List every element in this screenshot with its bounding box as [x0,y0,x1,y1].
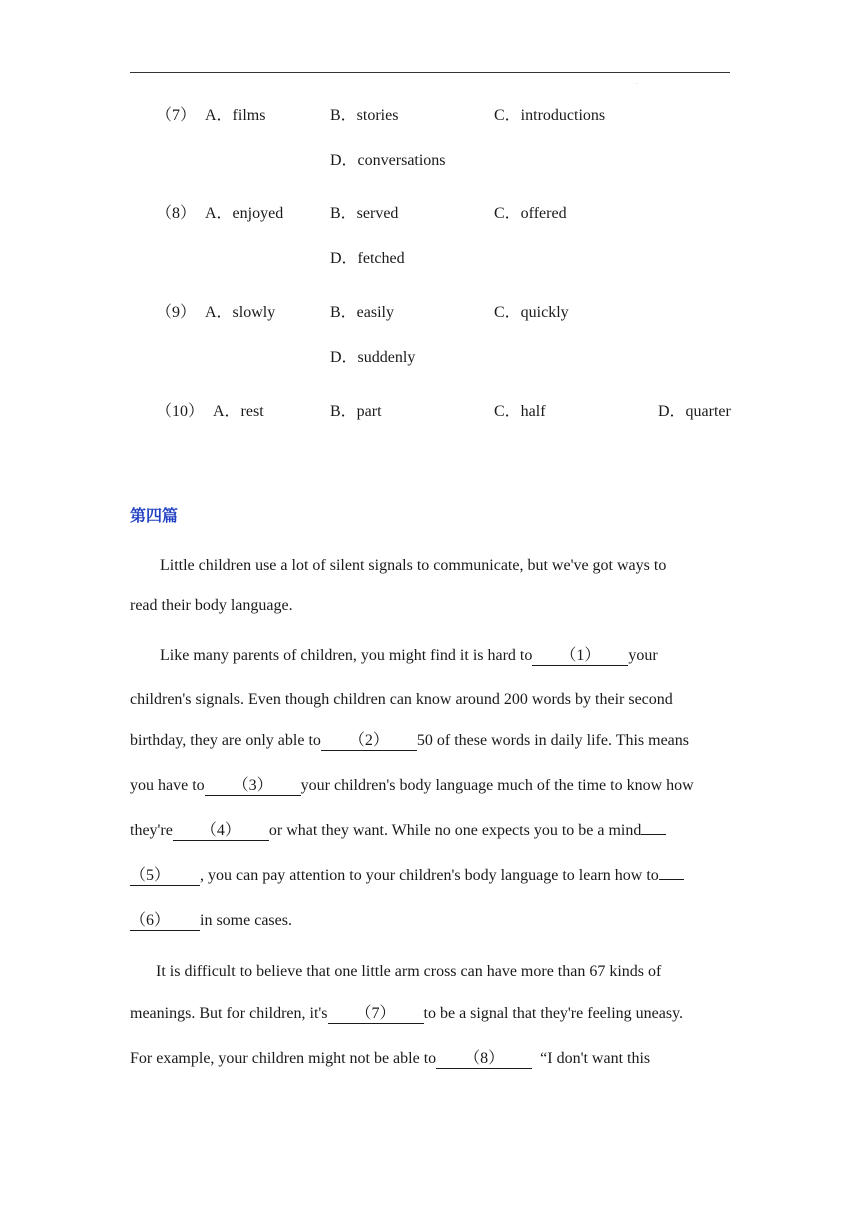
blank-5: （5） [130,867,200,886]
question-8-number: （8） [156,205,197,222]
paragraph-2-line-4 [130,776,694,796]
question-7-option-c: C．introductions [494,107,606,124]
question-10-option-b: B．part [330,403,382,420]
question-10-number: （10） [156,403,205,420]
question-9-option-a: A．slowly [205,304,276,321]
question-8-option-d: D．fetched [330,250,405,267]
blank-2: （2） [321,732,417,751]
blank-5-start [641,834,666,835]
paragraph-2-line-6 [130,866,684,886]
paragraph-1-line-2: read their body language. [130,597,293,614]
text-run: you have to [130,777,205,794]
question-9-number: （9） [156,304,197,321]
text-run: meanings. But for children, it's [130,1005,328,1022]
header-rule [130,72,730,73]
blank-6-start [659,879,684,880]
paragraph-1-line-1: Little children use a lot of silent signals to communicate, but we've got ways to [160,557,667,574]
paragraph-2-line-1 [160,646,658,666]
text-run: your children's body language much of the time to know how [300,777,694,794]
question-7-option-d: D．conversations [330,152,446,169]
question-9-option-b: B．easily [330,304,394,321]
text-run: in some cases. [200,912,292,929]
blank-4: （4） [173,822,269,841]
text-run: to be a signal that they're feeling uneasy. [423,1005,684,1022]
blank-1: （1） [532,647,628,666]
blank-6: （6） [130,912,200,931]
question-9-option-d: D．suddenly [330,349,416,366]
text-run: your [628,647,658,664]
text-run: 50 of these words in daily life. This means [416,732,690,749]
text-run: “I don't want this [540,1050,651,1067]
blank-8: （8） [436,1050,532,1069]
header-mark: . [636,80,638,86]
question-8-option-b: B．served [330,205,399,222]
section-title: 第四篇 [130,506,179,525]
text-run: , you can pay attention to your children's body language to learn how to [200,867,659,884]
paragraph-3-line-3 [130,1049,650,1069]
paragraph-3-line-2 [130,1004,683,1024]
question-8-option-c: C．offered [494,205,567,222]
blank-7: （7） [328,1005,424,1024]
question-7-number: （7） [156,107,197,124]
question-7-option-a: A．films [205,107,266,124]
question-7-option-b: B．stories [330,107,399,124]
text-run: Like many parents of children, you might find it is hard to [160,647,533,664]
paragraph-2-line-5 [130,821,666,841]
question-10-option-a: A．rest [213,403,264,420]
text-run: For example, your children might not be able to [130,1050,437,1067]
question-8-option-a: A．enjoyed [205,205,284,222]
question-10-option-c: C．half [494,403,546,420]
blank-3: （3） [205,777,301,796]
paragraph-2-line-3 [130,731,689,751]
paragraph-2-line-2: children's signals. Even though children can know around 200 words by their second [130,691,673,708]
text-run: or what they want. While no one expects you to be a mind [268,822,642,839]
paragraph-2-line-7 [130,911,292,931]
text-run: they're [130,822,173,839]
question-10-option-d: D．quarter [658,403,731,420]
question-9-option-c: C．quickly [494,304,569,321]
text-run: birthday, they are only able to [130,732,321,749]
paragraph-3-line-1: It is difficult to believe that one little arm cross can have more than 67 kinds of [156,963,662,980]
